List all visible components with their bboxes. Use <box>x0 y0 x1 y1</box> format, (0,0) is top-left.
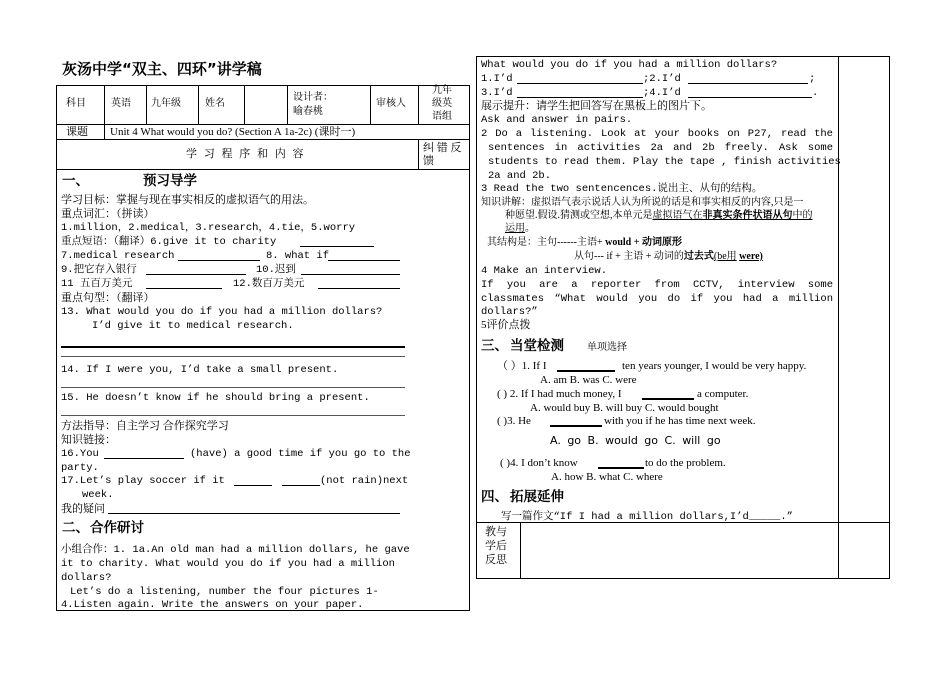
answer-4-label: ;4.I’d <box>643 87 681 99</box>
knowledge-link: 知识链接： <box>61 434 116 446</box>
answer-2-label: ;2.I’d <box>643 73 681 85</box>
knowledge-line-2-a: 种愿望.假设.猜测或空想,本单元是 <box>505 210 653 221</box>
listening-line-1: 2 Do a listening. Look at your books on P27, read the <box>481 128 833 140</box>
knowledge-line-2 <box>505 209 813 223</box>
structure-main-b: would + 动词原形 <box>605 237 682 248</box>
question-17-b: (not rain)next <box>320 475 409 487</box>
topic-label: 课题 <box>66 126 88 138</box>
structure-sub-d: were) <box>739 251 763 262</box>
answer-2-end: ; <box>809 73 816 85</box>
listening-line-3: students to read them. Play the tape , finish activities <box>488 156 841 168</box>
structure-main-a: 其结构是：主句------主语+ <box>487 237 603 248</box>
structure-sub-c: (be用 <box>713 251 737 262</box>
interview-title: 4 Make an interview. <box>481 265 608 277</box>
group-line-1: 九年 <box>432 85 452 96</box>
answer-4-end: . <box>812 87 819 99</box>
reflection-label-3: 反思 <box>485 554 507 566</box>
section-3-title: 当堂检测 <box>510 338 564 354</box>
test-3-blank[interactable] <box>550 415 602 427</box>
structure-sub-b: 过去式 <box>683 251 714 262</box>
section-4-number: 四、 <box>481 489 508 505</box>
sentence-13-answer: I’d give it to medical research. <box>92 320 294 332</box>
group-line-3: 语组 <box>432 111 452 122</box>
phrase-9: 9.把它存入银行 <box>61 264 137 276</box>
interview-line-2: classmates “What would you do if you had a million <box>481 293 833 305</box>
sentence-13: 13. What would you do if you had a million dollars? <box>61 306 383 318</box>
reviewer-label: 审核人 <box>376 98 406 109</box>
learning-goal: 学习目标：掌握与现在事实相反的虚拟语气的用法。 <box>61 194 314 206</box>
evaluation: 5评价点拨 <box>481 319 531 331</box>
test-4-blank[interactable] <box>598 457 644 469</box>
sentence-15: 15. He doesn’t know if he should bring a present. <box>61 392 370 404</box>
coop-line-1: 小组合作：1. 1a.An old man had a million dollars, he gave <box>61 544 410 556</box>
knowledge-line-2-c: 非真实条件状语从句 <box>702 210 793 221</box>
method-guide: 方法指导：自主学习 合作探究学习 <box>61 420 229 432</box>
section-3-subtitle: 单项选择 <box>587 342 627 353</box>
page-title: 灰汤中学“双主、四环”讲学稿 <box>62 60 262 78</box>
test-2-blank[interactable] <box>642 388 694 400</box>
knowledge-line-3 <box>505 222 535 236</box>
listening-line-4: 2a and 2b. <box>488 170 552 182</box>
test-2-stem-a: ( ) 2. If I had much money, I <box>497 388 622 400</box>
knowledge-line-2-d: 中的 <box>792 210 813 221</box>
section-2-title: 合作研讨 <box>90 520 144 536</box>
phrase-8: 8. what if <box>266 250 330 262</box>
group-line-2: 级英 <box>432 98 452 109</box>
coop-line-5: 4.Listen again. Write the answers on your paper. <box>61 599 364 611</box>
blank-11[interactable] <box>146 278 222 289</box>
question-16-a: 16.You <box>61 448 99 460</box>
answer-1-label: 1.I’d <box>481 73 513 85</box>
knowledge-line-3-a: 运用 <box>505 223 525 234</box>
phrase-12: 12.数百万美元 <box>233 278 305 290</box>
interview-line-1: If you are a reporter from CCTV, interview some <box>481 279 833 291</box>
answer-line-13[interactable] <box>61 346 405 348</box>
designer-label: 设计者： <box>293 92 333 103</box>
test-1-options: A. am B. was C. were <box>540 374 637 386</box>
test-4-stem-b: to do the problem. <box>645 457 726 469</box>
phrases-label: 重点短语：（翻译）6.give it to charity <box>61 236 277 248</box>
test-1-stem-b: ten years younger, I would be very happy. <box>622 360 807 372</box>
knowledge-line-2-b: 虚拟语气在 <box>652 210 703 221</box>
section-3-number: 三、 <box>481 338 508 354</box>
answer-line-15[interactable] <box>61 415 405 416</box>
blank-doubt[interactable] <box>108 503 400 514</box>
blank-7[interactable] <box>178 250 260 261</box>
test-4-stem-a: ( )4. I don’t know <box>500 457 578 469</box>
coop-line-4: Let’s do a listening, number the four pictures 1- <box>70 586 379 598</box>
answer-4-blank[interactable] <box>688 87 812 98</box>
pairs-activity: Ask and answer in pairs. <box>481 114 633 126</box>
show-improve: 展示提升：请学生把回答写在黑板上的图片下。 <box>481 100 712 112</box>
blank-17a[interactable] <box>234 475 272 486</box>
structure-sub <box>574 250 763 264</box>
essay-prompt: 写一篇作文“If I had a million dollars,I’d_____.” <box>501 511 793 523</box>
correction-header-2: 馈 <box>423 155 434 167</box>
subject-value: 英语 <box>111 98 131 109</box>
blank-10[interactable] <box>301 264 400 275</box>
test-4-options: A. how B. what C. where <box>551 471 663 483</box>
answer-line-14[interactable] <box>61 387 405 388</box>
interview-line-3: dollars?” <box>481 306 538 318</box>
answer-3-blank[interactable] <box>517 87 643 98</box>
sentence-14: 14. If I were you, I’d take a small present. <box>61 364 339 376</box>
answer-line-13b[interactable] <box>61 356 405 357</box>
blank-17b[interactable] <box>282 475 320 486</box>
name-label: 姓名 <box>205 98 225 109</box>
blank-6[interactable] <box>300 236 374 247</box>
blank-9[interactable] <box>146 264 246 275</box>
test-3-stem-a: ( )3. He <box>497 415 531 427</box>
section-1-number: 一、 <box>62 173 89 189</box>
question-16-c: party. <box>61 462 99 474</box>
coop-line-2: it to charity. What would you do if you had a million <box>61 558 395 570</box>
section-4-title: 拓展延伸 <box>510 489 564 505</box>
question-16-b: (have) a good time if you go to the <box>190 448 411 460</box>
test-2-stem-b: a computer. <box>697 388 749 400</box>
structure-sub-a: 从句--- if + 主语 + 动词的 <box>574 251 684 262</box>
grade-value: 九年级 <box>151 98 181 109</box>
knowledge-line-3-b: 。 <box>525 223 535 234</box>
blank-12[interactable] <box>318 278 400 289</box>
subject-label: 科目 <box>66 98 86 109</box>
coop-line-3: dollars? <box>61 572 112 584</box>
correction-header: 纠 错 反 <box>423 142 462 154</box>
program-header: 学 习 程 序 和 内 容 <box>186 148 306 160</box>
answer-1-blank[interactable] <box>517 73 643 84</box>
blank-8[interactable] <box>328 250 400 261</box>
reflection-label-1: 教与 <box>485 526 507 538</box>
section-2-number: 二、 <box>62 520 89 536</box>
test-3-options: A. go B. would go C. will go <box>550 434 721 447</box>
words-label: 重点词汇：（拼读） <box>61 208 155 220</box>
question-17-c: week. <box>82 489 114 501</box>
answer-2-blank[interactable] <box>688 73 808 84</box>
key-words: 1.million，2.medical，3.research，4.tie，5.worry <box>61 222 356 234</box>
test-1-stem-a: （ ）1. If I <box>497 360 547 372</box>
knowledge-line-1: 知识讲解：虚拟语气表示说话人认为所说的话是和事实相反的内容,只是一 <box>481 197 804 208</box>
test-3-stem-b: with you if he has time next week. <box>604 415 756 427</box>
topic-value: Unit 4 What would you do? (Section A 1a-2c) (课时一) <box>110 126 356 138</box>
blank-16[interactable] <box>104 448 184 459</box>
question-17-a: 17.Let’s play soccer if it <box>61 475 225 487</box>
answer-3-label: 3.I’d <box>481 87 513 99</box>
sentence-label: 重点句型：（翻译） <box>61 292 155 304</box>
test-1-blank[interactable] <box>557 360 615 372</box>
test-2-options: A. would buy B. will buy C. would bought <box>530 402 719 414</box>
section-1-title: 预习导学 <box>143 173 197 189</box>
structure-main <box>487 236 682 250</box>
question-million: What would you do if you had a million dollars? <box>481 59 778 71</box>
reflection-label-2: 学后 <box>485 540 507 552</box>
phrase-7: 7.medical research <box>61 250 175 262</box>
phrase-10: 10.迟到 <box>256 264 296 276</box>
read-sentences: 3 Read the two sentencences.说出主、从句的结构。 <box>481 183 763 195</box>
designer-name: 喻春桃 <box>293 106 323 117</box>
my-doubt: 我的疑问 <box>61 503 105 515</box>
listening-line-2: sentences in activities 2a and 2b freely. Ask some <box>488 142 833 154</box>
phrase-11: 11 五百万美元 <box>61 278 133 290</box>
